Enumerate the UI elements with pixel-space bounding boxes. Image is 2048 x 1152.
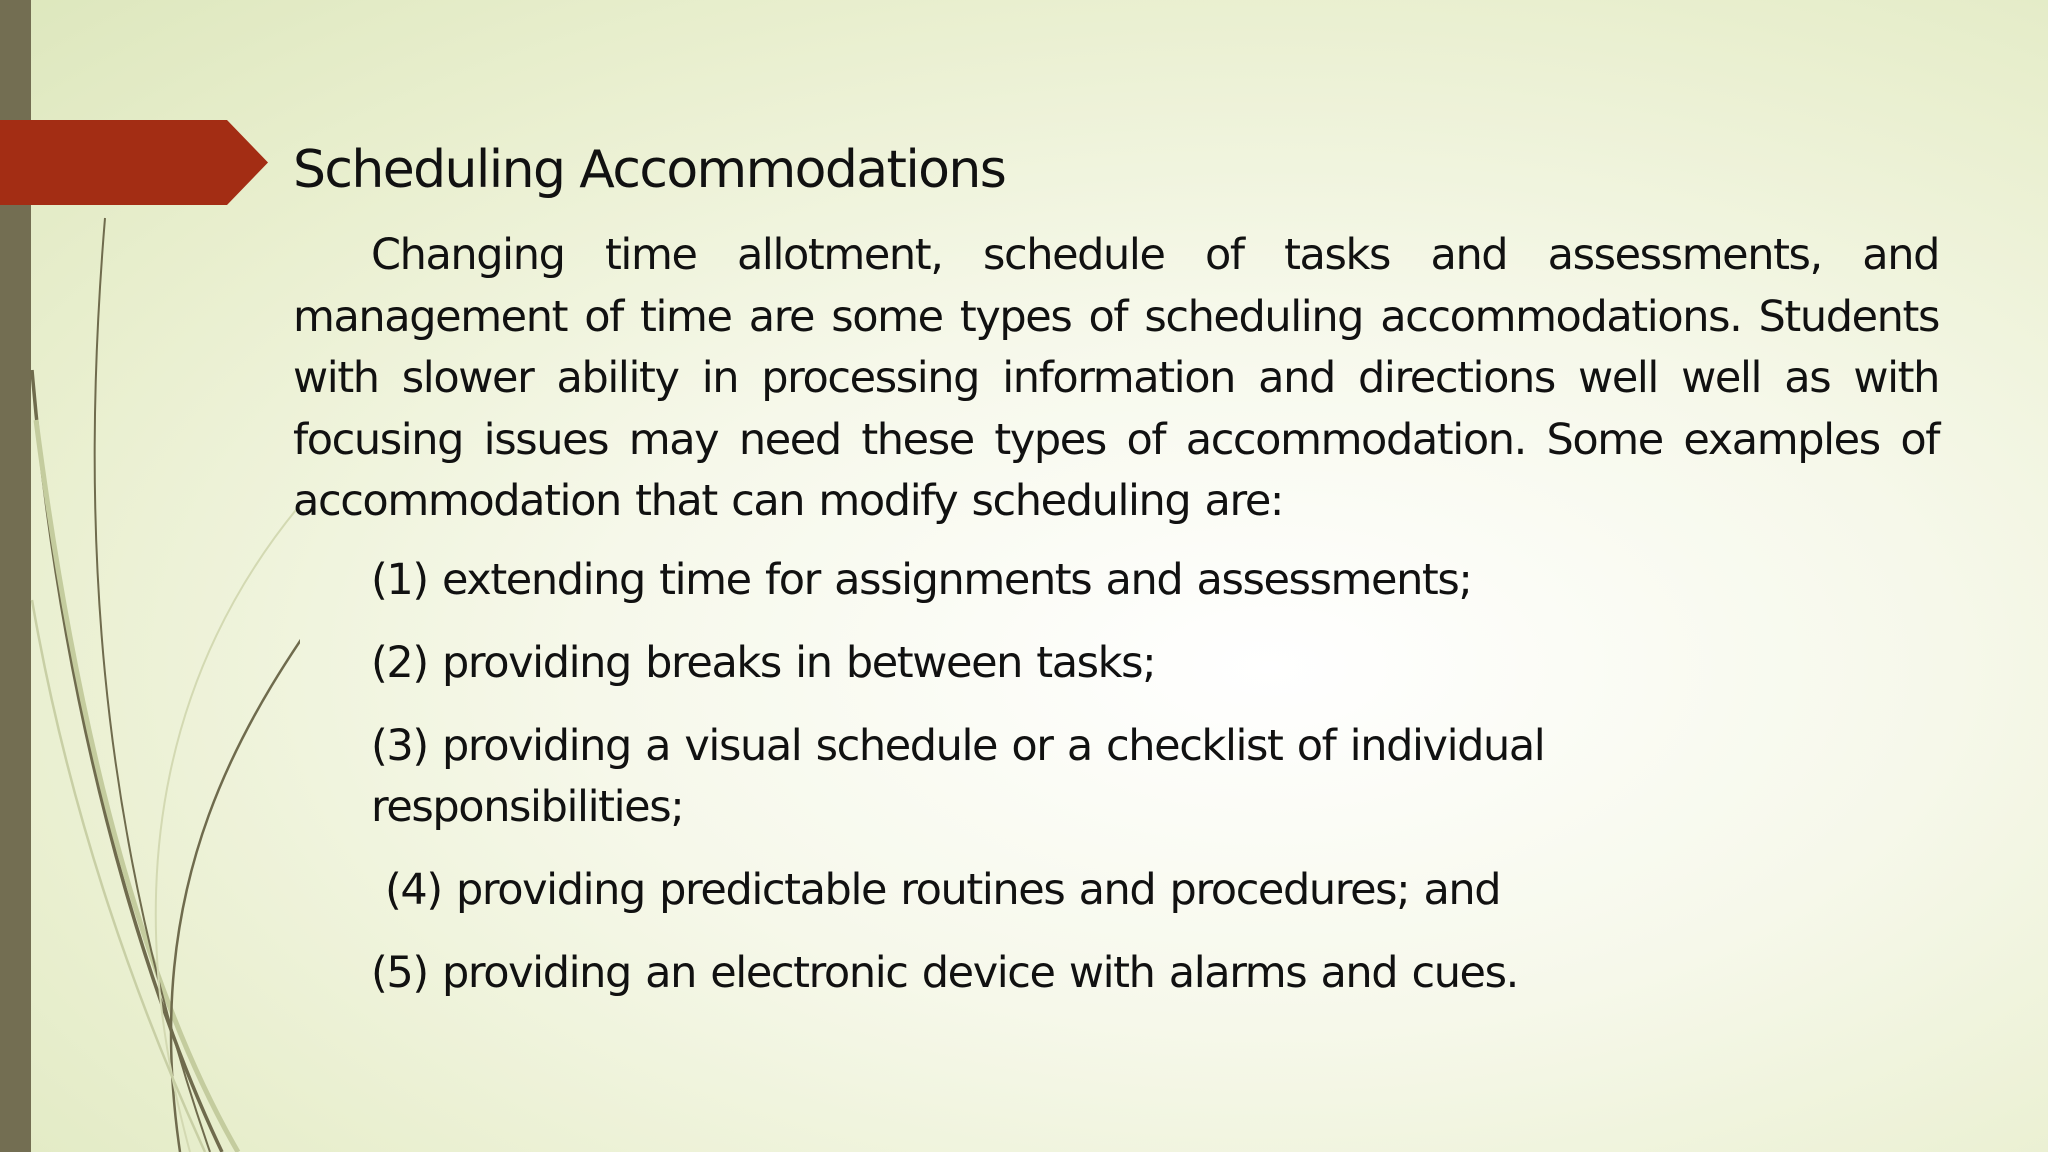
list-item: (5) providing an electronic device with alarms and cues. xyxy=(371,947,1518,998)
list-item: (4) providing predictable routines and procedures; and xyxy=(385,864,1501,915)
list-item: (1) extending time for assignments and assessments; xyxy=(371,554,1472,605)
examples-list xyxy=(293,550,1721,1004)
title-arrow-banner xyxy=(0,120,268,205)
slide-title: Scheduling Accommodations xyxy=(293,140,1006,200)
body-paragraph: Changing time allotment, schedule of tasks and assessments, and management of time are some types of scheduling accommodations. Students with slower ability in processing information and directions well well as with focusing issues may need these types of accommodation. Some examples of accommodation that can modify scheduling are: xyxy=(293,230,1939,526)
list-item: (2) providing breaks in between tasks; xyxy=(371,637,1156,688)
list-item: (3) providing a visual schedule or a checklist of individual responsibilities; xyxy=(371,720,1545,832)
slide-body xyxy=(293,225,1939,1026)
